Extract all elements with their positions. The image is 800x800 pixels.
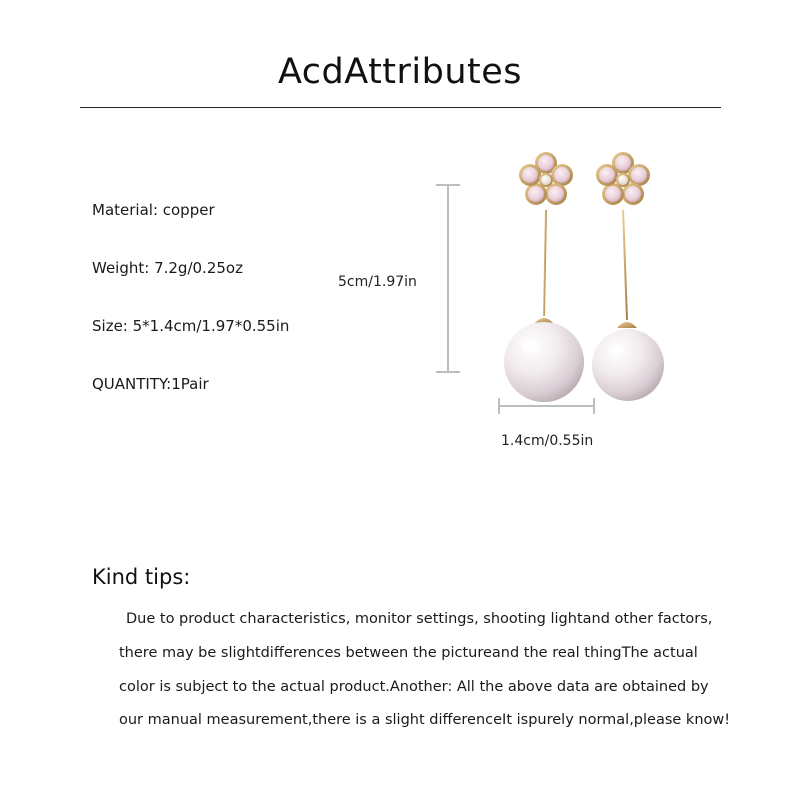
tips-line: there may be slightdifferences between the pictureand the real thingThe actual (119, 645, 698, 661)
title-underline (80, 107, 721, 108)
page-title: AcdAttributes (277, 52, 523, 92)
right-earring (592, 152, 664, 401)
tips-line: our manual measurement,there is a slight differenceIt ispurely normal,please know! (119, 712, 731, 728)
tips-line: color is subject to the actual product.Another: All the above data are obtained by (119, 679, 709, 695)
height-dimension-label: 5cm/1.97in (338, 274, 417, 290)
left-earring (504, 152, 584, 402)
attribute-material: Material: copper (92, 201, 215, 219)
earrings-product-image (430, 140, 690, 440)
kind-tips-heading: Kind tips: (92, 565, 191, 589)
attribute-quantity: QUANTITY:1Pair (92, 375, 209, 393)
height-dimension-marker (436, 185, 460, 372)
attribute-weight: Weight: 7.2g/0.25oz (92, 259, 243, 277)
width-dimension-label: 1.4cm/0.55in (501, 433, 594, 449)
attribute-size: Size: 5*1.4cm/1.97*0.55in (92, 317, 290, 335)
tips-line: Due to product characteristics, monitor settings, shooting lightand other factors, (126, 611, 713, 627)
